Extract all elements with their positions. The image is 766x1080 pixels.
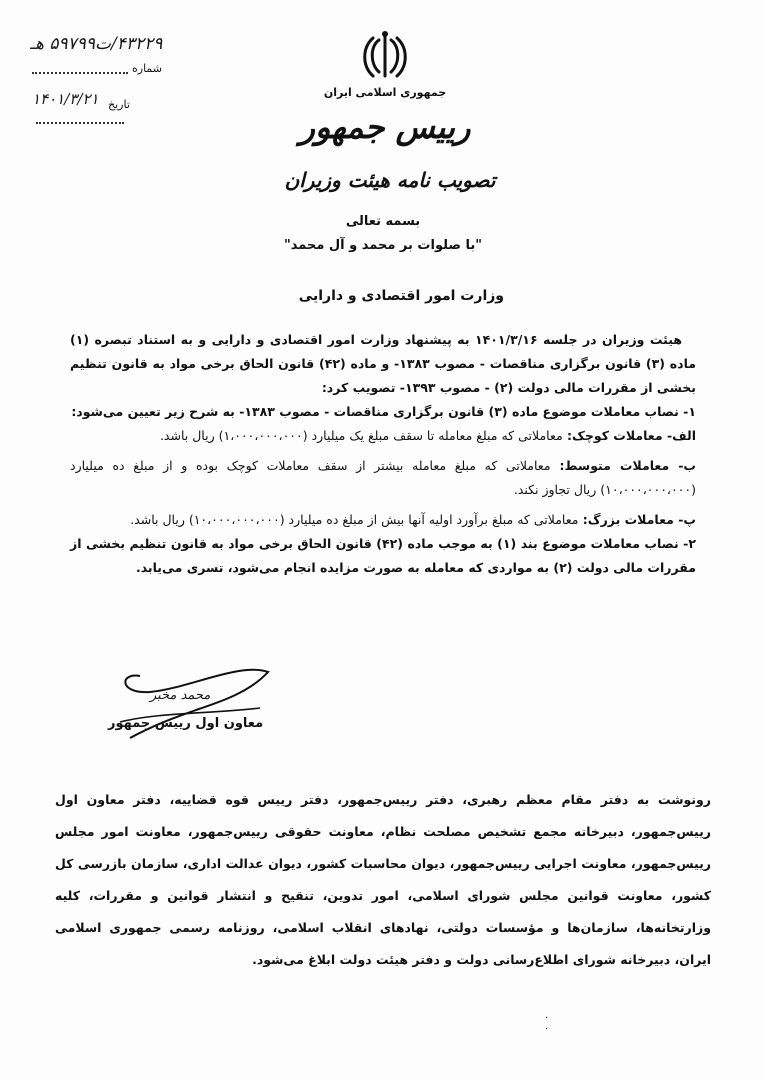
date-label: تاریخ (108, 98, 130, 111)
page-mark: ٠ ٠ (544, 1012, 550, 1034)
signer-title: معاون اول رییس جمهور (108, 716, 264, 731)
item-be (70, 454, 696, 502)
number-label: شماره (132, 62, 163, 75)
letter-number: ۴۳۲۲۹/ت۵۹۷۹۹ هـ (30, 34, 163, 54)
salawat: "با صلوات بر محمد و آل محمد" (283, 238, 483, 253)
pe-label: پ- معاملات بزرگ: (582, 512, 696, 527)
decree-body (70, 328, 696, 580)
intro-paragraph: هیئت وزیران در جلسه ۱۴۰۱/۳/۱۶ به پیشنهاد وزارت امور اقتصادی و دارایی و به استناد تبصره (۱) ماده (۳) قانون برگزاری مناقصات - مصوب ۱۳۸۳- و ماده (۴۲) قانون الحاق برخی مواد به قانون تنظیم بخشی از مقررات مالی دولت (۲) - مصوب ۱۳۹۳- تصویب کرد: (70, 332, 697, 395)
alef-label: الف- معاملات کوچک: (567, 428, 696, 443)
republic-title: جمهوری اسلامی ایران (323, 86, 447, 99)
signer-name: محمد مخبر (150, 688, 211, 703)
be-text: معاملاتی که مبلغ معامله بیشتر از سقف معاملات کوچک بوده و از مبلغ ده میلیارد (۱۰،۰۰۰،۰۰۰،۰۰۰) ریال تجاوز نکند. (70, 458, 696, 497)
iran-emblem-icon (362, 30, 408, 82)
addressee: وزارت امور اقتصادی و دارایی (298, 288, 504, 304)
item-1-text: ۱- نصاب معاملات موضوع ماده (۳) قانون برگزاری مناقصات - مصوب ۱۳۸۳- به شرح زیر تعیین می‌شود: (71, 404, 696, 419)
letter-date: ۱۴۰۱/۳/۲۱ (32, 90, 99, 108)
pe-text: معاملاتی که مبلغ برآورد اولیه آنها بیش از مبلغ ده میلیارد (۱۰،۰۰۰،۰۰۰،۰۰۰) ریال باشد. (130, 512, 579, 527)
item-1 (70, 400, 696, 424)
approval-title: تصویب نامه هیئت وزیران (284, 168, 496, 192)
be-label: ب- معاملات متوسط: (559, 458, 696, 473)
item-2-text: ۲- نصاب معاملات موضوع بند (۱) به موجب ماده (۴۲) قانون الحاق برخی مواد به قانون تنظیم بخشی از مقررات مالی دولت (۲) به مواردی که معامله به صورت مزایده انجام می‌شود، تسری می‌یابد. (70, 536, 696, 575)
item-pe (70, 508, 696, 532)
copies-distribution: رونوشت به دفتر مقام معظم رهبری، دفتر رییس‌جمهور، دفتر رییس قوه قضاییه، دفتر معاون اول رییس‌جمهور، دبیرخانه مجمع تشخیص مصلحت نظام، معاونت حقوقی رییس‌جمهور، معاونت امور مجلس رییس‌جمهور، معاونت اجرایی رییس‌جمهور، دیوان محاسبات کشور، دیوان عدالت اداری، سازمان بازرسی کل کشور، معاونت قوانین مجلس شورای اسلامی، امور تدوین، تنقیح و انتشار قوانین و مقررات، کلیه وزارتخانه‌ها، سازمان‌ها و مؤسسات دولتی، نهادهای انقلاب اسلامی، روزنامه رسمی جمهوری اسلامی ایران، دبیرخانه شورای اطلاع‌رسانی دولت و دفتر هیئت دولت ابلاغ می‌شود. (55, 792, 711, 967)
item-2 (70, 532, 696, 580)
presidency-title: رییس جمهور (299, 108, 471, 146)
item-alef (70, 424, 696, 448)
bismillah: بسمه تعالی (345, 214, 421, 229)
alef-text: معاملاتی که مبلغ معامله تا سقف مبلغ یک میلیارد (۱،۰۰۰،۰۰۰،۰۰۰) ریال باشد. (159, 428, 563, 443)
number-line (32, 72, 128, 74)
